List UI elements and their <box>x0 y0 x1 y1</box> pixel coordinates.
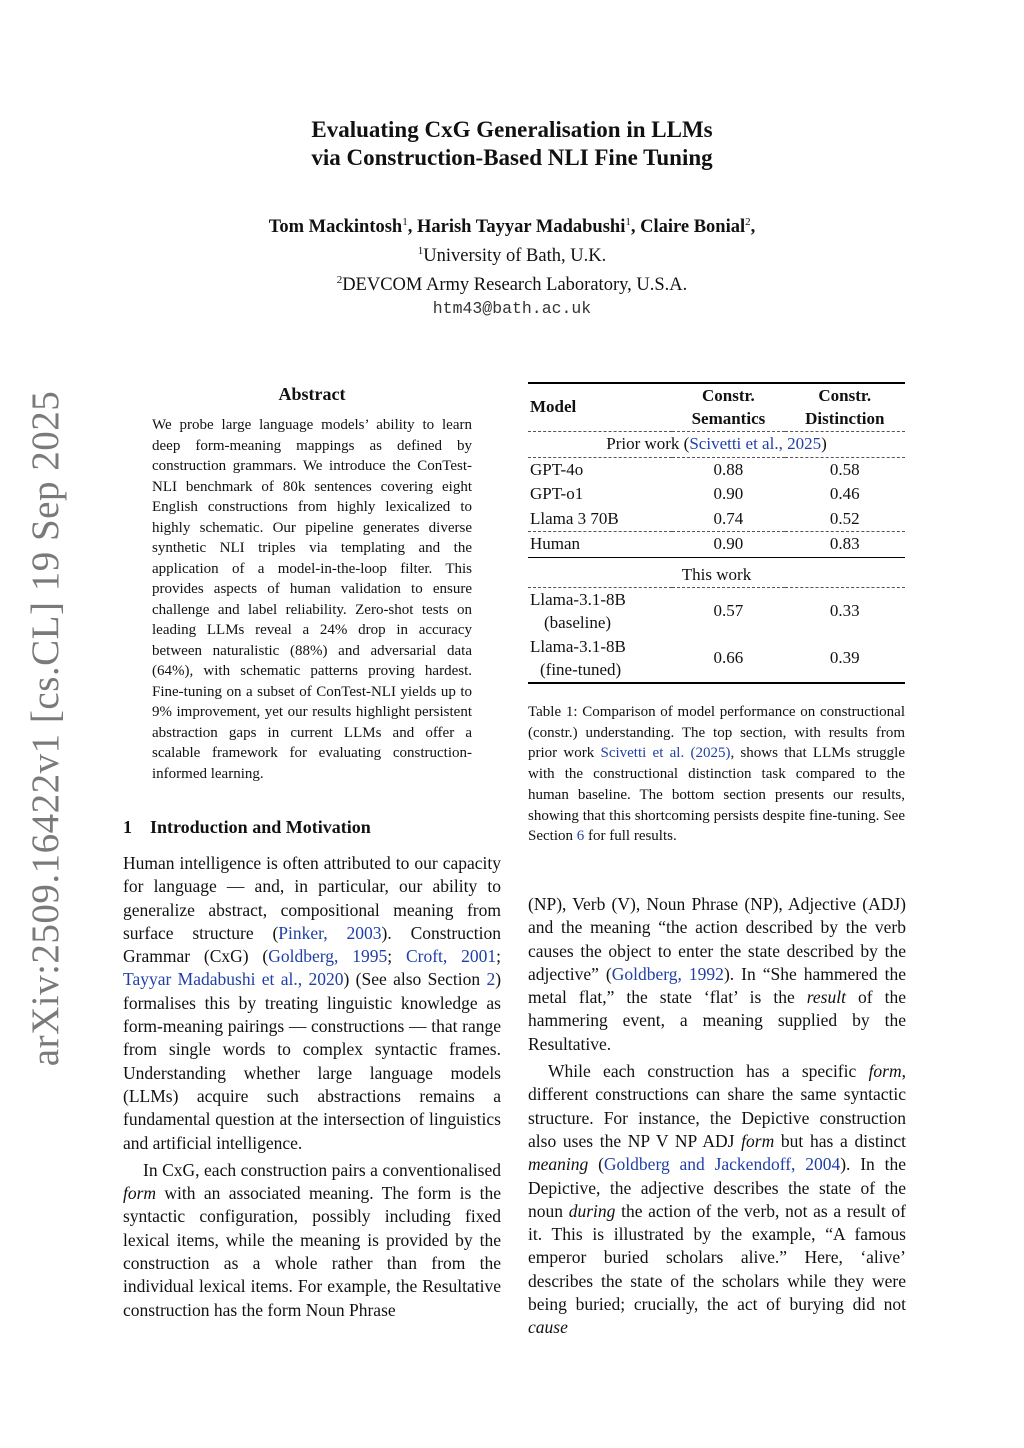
section-heading <box>123 817 371 838</box>
table-row: Llama-3.1-8B (baseline) 0.57 0.33 <box>530 590 860 632</box>
title-line-2: via Construction-Based NLI Fine Tuning <box>311 145 713 170</box>
table-section-label: Prior work (Scivetti et al., 2025) <box>528 432 905 458</box>
table-caption: Table 1: Comparison of model performance on constructional (constr.) understanding. The top section, with results from prior work Scivetti et al. (2025), shows that LLMs struggle with the constructional distinction task compared to the human baseline. The bottom section presents our results, showing that this shortcoming persists despite fine-tuning. See Section 6 for full results. <box>528 704 905 845</box>
right-column-body <box>528 893 906 1340</box>
paragraph: While each construction has a specific form, different constructions can share the same syntactic structure. For instance, the Depictive construction also uses the NP V NP ADJ form but has a distinct meaning (Goldberg and Jackendoff, 2004). In the Depictive, the adjective describes the state of the noun during the action of the verb, not as a result of it. This is illustrated by the example, “A famous emperor buried scholars alive.” Here, ‘alive’ describes the state of the scholars while they were being buried; crucially, the act of burying did not cause <box>528 1061 907 1338</box>
abstract-text: We probe large language models’ ability to learn deep form-meaning mappings as defined by construction grammars. We introduce the ConTest-NLI benchmark of 80k sentences covering eight English constructions from highly lexicalized to highly schematic. Our pipeline generates diverse synthetic NLI triples via templating and the application of a model-in-the-loop filter. This provides aspects of human validation to ensure challenge and label reliability. Zero-shot tests on leading LLMs reveal a 24% drop in accuracy between naturalistic (88%) and adversarial data (64%), with schematic patterns proving hardest. Fine-tuning on a subset of ConTest-NLI yields up to 9% improvement, yet our results highlight persistent abstraction gaps in current LLMs and offer a scalable framework for evaluating construction-informed learning. <box>152 417 472 782</box>
left-column-body <box>123 852 501 1322</box>
citation-link[interactable]: Tayyar Madabushi et al., 2020 <box>123 969 344 990</box>
section-number: 1 <box>123 817 132 837</box>
author-1-affil: 1 <box>402 216 408 228</box>
title-line-1: Evaluating CxG Generalisation in LLMs <box>311 117 713 142</box>
arxiv-stamp <box>6 390 86 1066</box>
author-block <box>0 210 1024 321</box>
table-row: Llama-3.1-8B (fine-tuned) 0.66 0.39 <box>528 635 905 683</box>
paper-title <box>0 116 1024 172</box>
paragraph: Human intelligence is often attributed to our capacity for language — and, in particular, our ability to generalize abstract, compositional meaning from surface structure (Pinker, 2003). Construction Grammar (CxG) (Goldberg, 1995; Croft, 2001; Tayyar Madabushi et al., 2020) (See also Section 2) formalises this by treating linguistic knowledge as form-meaning pairings — constructions — that range from single words to complex syntactic frames. Understanding whether large language models (LLMs) acquire such abstractions remains a fundamental question at the intersection of linguistics and artificial intelligence. <box>123 853 502 1153</box>
table-row: Llama 3 70B 0.74 0.52 <box>530 508 860 528</box>
citation-link[interactable]: Pinker, 2003 <box>278 922 382 943</box>
citation-link[interactable]: Scivetti et al. (2025) <box>600 745 731 762</box>
author-names: Tom Mackintosh$^1$, Harish Tayyar Madabushi$^1$, Claire Bonial$^2$, <box>268 216 756 238</box>
author-3: Claire Bonial <box>640 217 746 238</box>
table-row: GPT-4o 0.88 0.58 <box>530 459 860 479</box>
paragraph: In CxG, each construction pairs a conventionalised form with an associated meaning. The form is the syntactic configuration, possibly including fixed lexical items, while the meaning is provided by the construction as a whole rather than from the individual lexical items. For example, the Resultative construction has the form Noun Phrase <box>123 1159 501 1320</box>
section-ref-link[interactable]: 6 <box>576 828 585 845</box>
author-2-affil: 1 <box>625 216 631 228</box>
author-1: Tom Mackintosh <box>268 217 403 238</box>
author-2: Harish Tayyar Madabushi <box>416 217 626 238</box>
citation-link[interactable]: Goldberg, 1995 <box>268 946 388 967</box>
citation-link[interactable]: Scivetti et al., 2025 <box>689 434 822 453</box>
author-email[interactable]: htm43@bath.ac.uk <box>432 299 592 319</box>
table-header: Constr. Distinction <box>785 383 905 432</box>
table-row: GPT-o1 0.90 0.46 <box>530 484 860 503</box>
table-header-row <box>528 383 905 432</box>
author-3-affil: 2 <box>745 216 751 228</box>
abstract-heading: Abstract <box>278 384 346 404</box>
citation-link[interactable]: Goldberg and Jackendoff, 2004 <box>603 1154 841 1175</box>
table-header: Model <box>528 383 672 432</box>
section-ref-link[interactable]: 2 <box>486 969 496 990</box>
results-table <box>528 382 905 684</box>
table-row-human: Human 0.90 0.83 <box>528 532 905 558</box>
table-header: Constr. Semantics <box>672 383 784 432</box>
section-title: Introduction and Motivation <box>150 817 371 837</box>
citation-link[interactable]: Goldberg, 1992 <box>611 963 724 984</box>
paragraph: (NP), Verb (V), Noun Phrase (NP), Adjective (ADJ) and the meaning “the action described by the verb causes the object to enter the state described by the adjective” (Goldberg, 1992). In “She hammered the metal flat,” the state ‘flat’ is the result of the hammering event, a meaning supplied by the Resultative. <box>528 894 906 1054</box>
affiliation-2: $^2$DEVCOM Army Research Laboratory, U.S.A. <box>336 274 688 296</box>
arxiv-id: arXiv:2509.16422v1 [cs.CL] 19 Sep 2025 <box>24 390 68 1066</box>
table-section-label: This work <box>528 557 905 588</box>
citation-link[interactable]: Croft, 2001 <box>405 946 497 967</box>
affiliation-1: $^1$University of Bath, U.K. <box>417 245 607 267</box>
title-block <box>0 116 1024 321</box>
